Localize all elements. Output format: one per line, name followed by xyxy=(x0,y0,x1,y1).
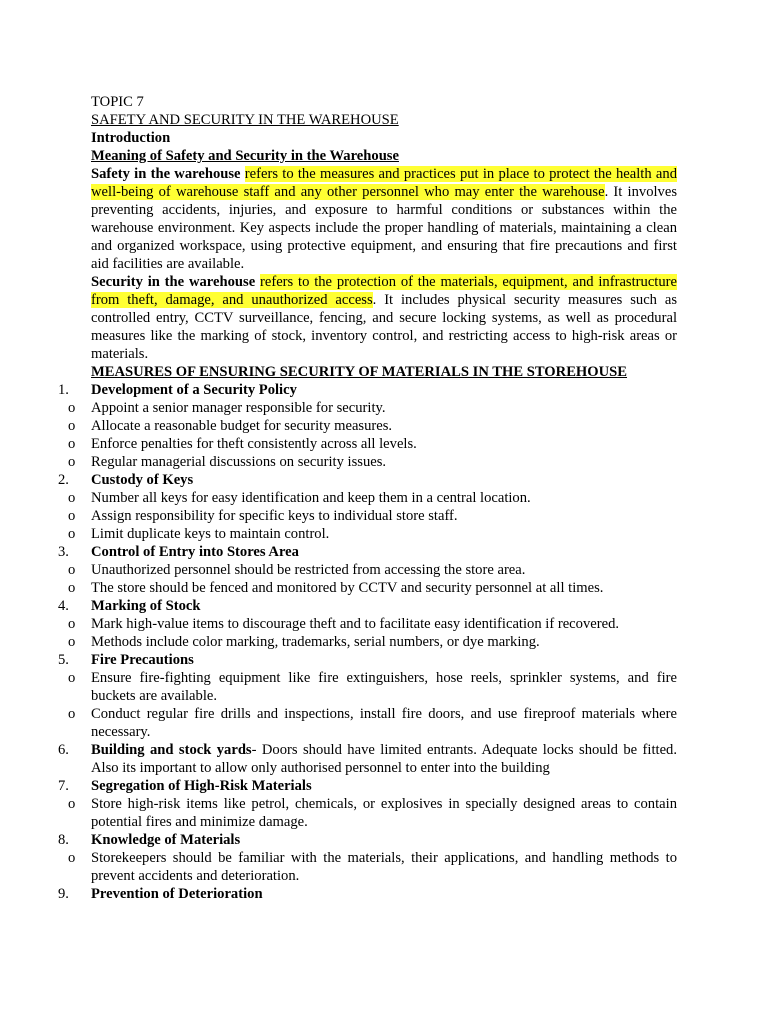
list-item xyxy=(58,381,677,399)
bullet-marker: o xyxy=(68,634,76,650)
list-item xyxy=(58,831,677,849)
bullet-item xyxy=(68,579,677,597)
list-item-title: Building and stock yards xyxy=(91,742,252,758)
intro-heading: Introduction xyxy=(91,130,171,146)
bullet-marker: o xyxy=(68,400,76,416)
bullet-item xyxy=(68,795,677,831)
safety-rest: . It involves preventing accidents, injuries, and exposure to harmful conditions or substances within the warehouse environment. Key aspects include the proper handling of materials, maintaining a clean and organized workspace, using protective equipment, and ensuring that fire precautions and first aid facilities are available. xyxy=(91,184,677,272)
safety-term: Safety in the warehouse xyxy=(91,166,241,182)
bullet-item xyxy=(68,453,677,471)
bullet-text: Ensure fire-fighting equipment like fire extinguishers, hose reels, sprinkler systems, and fire buckets are available. xyxy=(91,670,677,704)
list-number: 4. xyxy=(58,598,69,614)
bullet-marker: o xyxy=(68,580,76,596)
measures-heading: MEASURES OF ENSURING SECURITY OF MATERIALS IN THE STOREHOUSE xyxy=(91,364,628,380)
measures-list xyxy=(58,381,677,903)
bullet-item xyxy=(68,669,677,705)
bullet-text: Conduct regular fire drills and inspections, install fire doors, and use fireproof materials where necessary. xyxy=(91,706,677,740)
bullet-marker: o xyxy=(68,850,76,866)
bullet-marker: o xyxy=(68,436,76,452)
list-number: 8. xyxy=(58,832,69,848)
list-number: 3. xyxy=(58,544,69,560)
bullet-text: Number all keys for easy identification and keep them in a central location. xyxy=(91,490,531,506)
security-rest: . It includes physical security measures such as controlled entry, CCTV surveillance, fencing, and secure locking systems, as well as procedural measures like the marking of stock, inventory control, and restricting access to high-risk areas or materials. xyxy=(91,292,677,362)
list-item-title: Segregation of High-Risk Materials xyxy=(91,778,312,794)
list-number: 6. xyxy=(58,742,69,758)
meaning-heading: Meaning of Safety and Security in the Warehouse xyxy=(91,148,399,164)
bullet-marker: o xyxy=(68,454,76,470)
safety-highlight: refers to the measures and practices put in place to protect the health and well-being of warehouse staff and any other personnel who may enter the warehouse xyxy=(91,166,677,200)
bullet-item xyxy=(68,633,677,651)
bullet-item xyxy=(68,615,677,633)
bullet-item xyxy=(68,435,677,453)
bullet-marker: o xyxy=(68,796,76,812)
bullet-item xyxy=(68,849,677,885)
bullet-marker: o xyxy=(68,490,76,506)
list-number: 5. xyxy=(58,652,69,668)
document-title: SAFETY AND SECURITY IN THE WAREHOUSE xyxy=(91,112,399,128)
list-item-title: Custody of Keys xyxy=(91,472,194,488)
bullet-marker: o xyxy=(68,670,76,686)
document-body xyxy=(58,93,677,903)
bullet-item xyxy=(68,561,677,579)
list-item-title: Prevention of Deterioration xyxy=(91,886,263,902)
bullet-text: Assign responsibility for specific keys to individual store staff. xyxy=(91,508,458,524)
list-number: 9. xyxy=(58,886,69,902)
bullet-marker: o xyxy=(68,508,76,524)
bullet-text: Regular managerial discussions on security issues. xyxy=(91,454,387,470)
bullet-text: Store high-risk items like petrol, chemicals, or explosives in specially designed areas to contain potential fires and minimize damage. xyxy=(91,796,677,830)
list-item-title: Knowledge of Materials xyxy=(91,832,241,848)
bullet-text: Appoint a senior manager responsible for security. xyxy=(91,400,386,416)
bullet-marker: o xyxy=(68,418,76,434)
list-item-text: - Doors should have limited entrants. Adequate locks should be fitted. Also its important to allow only authorised personnel to enter into the building xyxy=(91,742,677,776)
list-number: 2. xyxy=(58,472,69,488)
topic-label: TOPIC 7 xyxy=(91,94,144,110)
bullet-item xyxy=(68,705,677,741)
bullet-item xyxy=(68,507,677,525)
bullet-text: Unauthorized personnel should be restricted from accessing the store area. xyxy=(91,562,526,578)
list-item xyxy=(58,777,677,795)
list-item xyxy=(58,543,677,561)
list-item-title: Fire Precautions xyxy=(91,652,194,668)
bullet-marker: o xyxy=(68,562,76,578)
bullet-marker: o xyxy=(68,706,76,722)
bullet-item xyxy=(68,489,677,507)
list-number: 7. xyxy=(58,778,69,794)
list-item xyxy=(58,741,677,777)
bullet-text: Methods include color marking, trademarks, serial numbers, or dye marking. xyxy=(91,634,540,650)
bullet-item xyxy=(68,417,677,435)
list-item xyxy=(58,597,677,615)
security-highlight: refers to the protection of the materials, equipment, and infrastructure from theft, damage, and unauthorized access xyxy=(91,274,677,308)
bullet-text: Limit duplicate keys to maintain control. xyxy=(91,526,330,542)
list-item xyxy=(58,651,677,669)
bullet-text: Allocate a reasonable budget for security measures. xyxy=(91,418,393,434)
list-item-title: Control of Entry into Stores Area xyxy=(91,544,299,560)
bullet-text: Mark high-value items to discourage theft and to facilitate easy identification if recovered. xyxy=(91,616,620,632)
security-term: Security in the warehouse xyxy=(91,274,256,290)
list-number: 1. xyxy=(58,382,69,398)
bullet-text: The store should be fenced and monitored by CCTV and security personnel at all times. xyxy=(91,580,604,596)
list-item-title: Marking of Stock xyxy=(91,598,201,614)
bullet-item xyxy=(68,399,677,417)
bullet-item xyxy=(68,525,677,543)
list-item xyxy=(58,885,677,903)
safety-paragraph xyxy=(91,165,677,273)
security-paragraph xyxy=(91,273,677,363)
bullet-text: Enforce penalties for theft consistently across all levels. xyxy=(91,436,417,452)
bullet-marker: o xyxy=(68,526,76,542)
bullet-marker: o xyxy=(68,616,76,632)
list-item xyxy=(58,471,677,489)
bullet-text: Storekeepers should be familiar with the materials, their applications, and handling methods to prevent accidents and deterioration. xyxy=(91,850,677,884)
list-item-title: Development of a Security Policy xyxy=(91,382,297,398)
